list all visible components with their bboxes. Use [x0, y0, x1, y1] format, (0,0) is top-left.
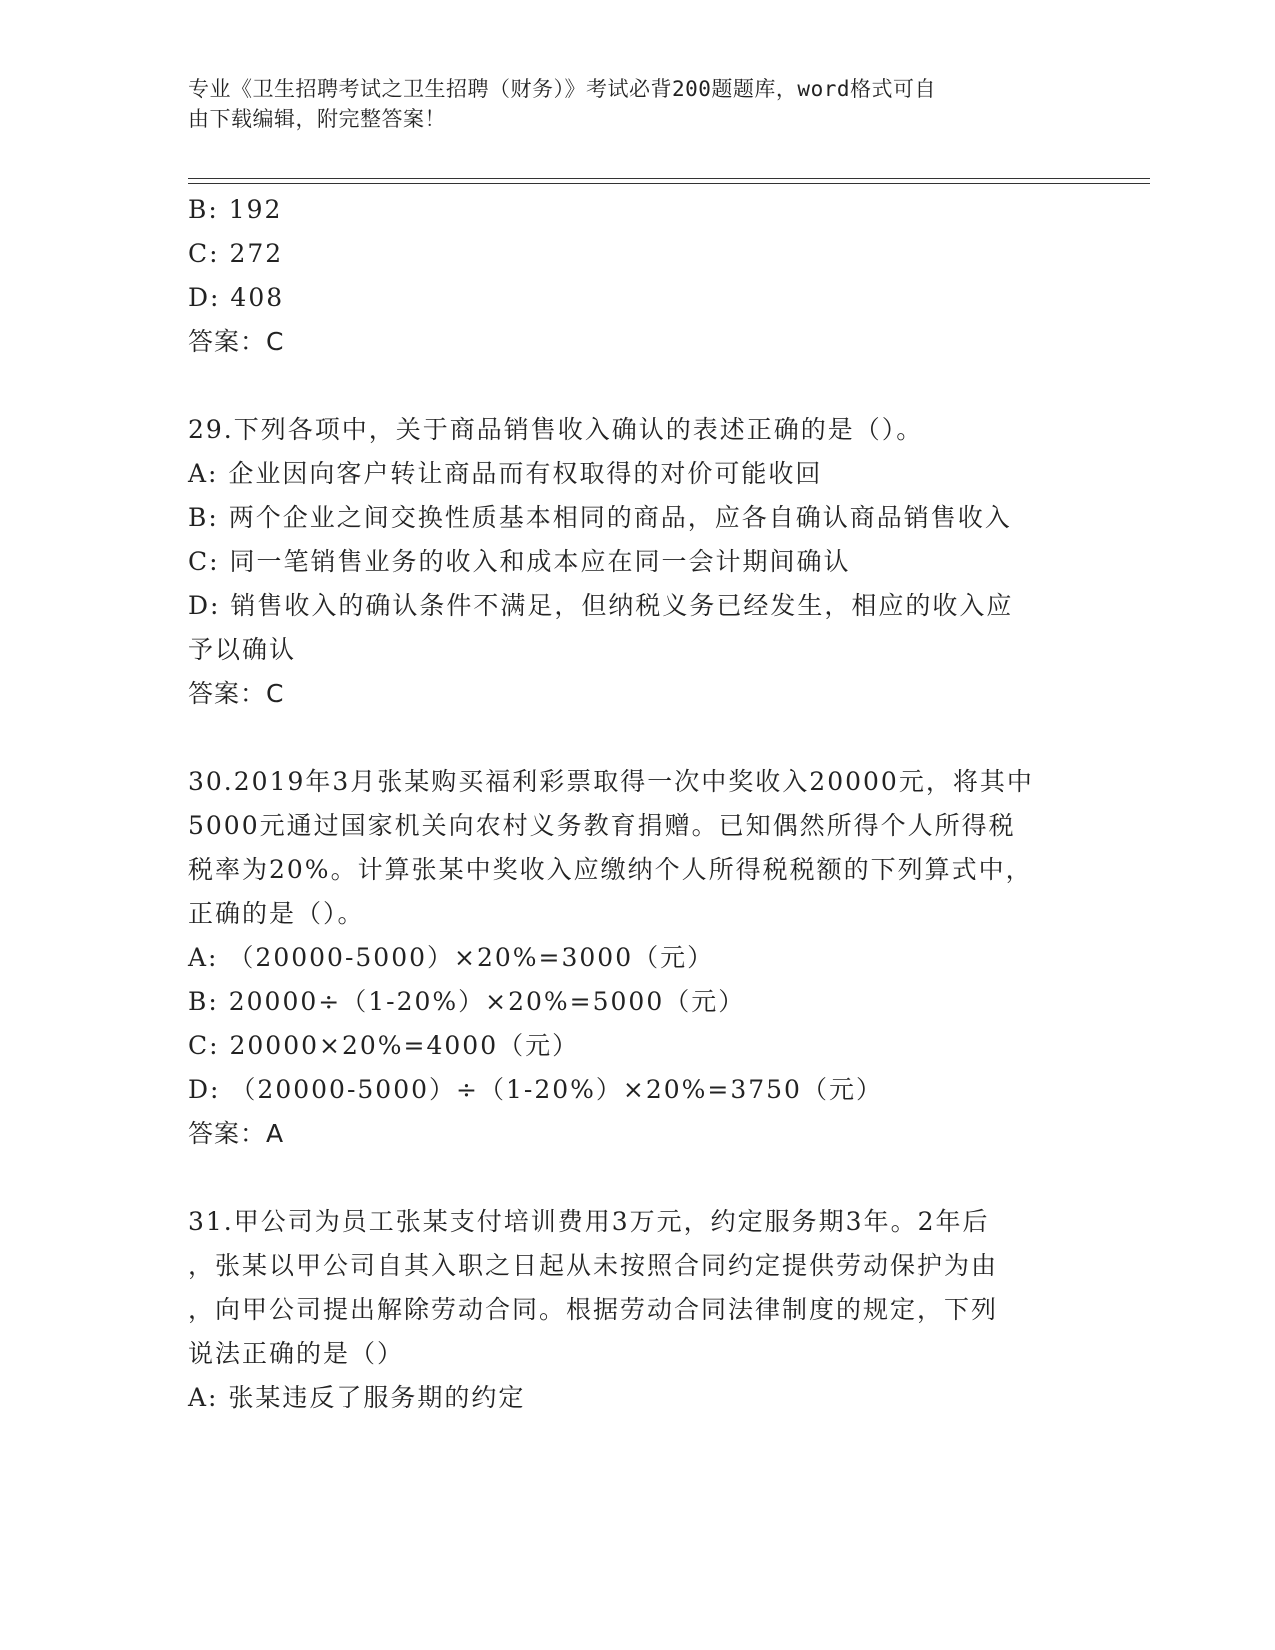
header-rule-top: [188, 178, 1150, 179]
q30-option-d: D: （20000-5000）÷（1-20%）×20%=3750（元）: [188, 1075, 883, 1104]
q30-stem-line-1: 30.2019年3月张某购买福利彩票取得一次中奖收入20000元，将其中: [188, 767, 1034, 796]
q29-option-b: B: 两个企业之间交换性质基本相同的商品，应各自确认商品销售收入: [188, 503, 1012, 532]
header-line-1: 专业《卫生招聘考试之卫生招聘（财务）》考试必背200题题库，word格式可自: [188, 77, 936, 101]
q29-option-d: D: 销售收入的确认条件不满足，但纳税义务已经发生，相应的收入应: [188, 591, 1014, 620]
q29-option-c: C: 同一笔销售业务的收入和成本应在同一会计期间确认: [188, 547, 851, 576]
q28-option-d: D: 408: [188, 283, 285, 312]
q29-option-a: A: 企业因向客户转让商品而有权取得的对价可能收回: [188, 459, 823, 488]
q31-stem-line-2: ，张某以甲公司自其入职之日起从未按照合同约定提供劳动保护为由: [188, 1251, 999, 1280]
document-header: [188, 74, 1068, 134]
q30-option-c: C: 20000×20%=4000（元）: [188, 1031, 580, 1060]
q29-answer: 答案：C: [188, 679, 285, 708]
q30-option-a: A: （20000-5000）×20%=3000（元）: [188, 943, 715, 972]
q30-stem-line-3: 税率为20%。计算张某中奖收入应缴纳个人所得税税额的下列算式中，: [188, 855, 1033, 884]
header-rule-bottom: [188, 183, 1150, 184]
q30-answer: 答案：A: [188, 1119, 285, 1148]
q30-stem-line-2: 5000元通过国家机关向农村义务教育捐赠。已知偶然所得个人所得税: [188, 811, 1016, 840]
header-line-2: 由下载编辑，附完整答案！: [188, 107, 446, 131]
q30-stem-line-4: 正确的是（）。: [188, 899, 365, 928]
q29-stem: 29.下列各项中，关于商品销售收入确认的表述正确的是（）。: [188, 415, 924, 444]
q30-option-b: B: 20000÷（1-20%）×20%=5000（元）: [188, 987, 746, 1016]
q31-option-a: A: 张某违反了服务期的约定: [188, 1383, 526, 1412]
q31-stem-line-3: ，向甲公司提出解除劳动合同。根据劳动合同法律制度的规定，下列: [188, 1295, 999, 1324]
q28-option-b: B: 192: [188, 195, 283, 224]
q31-stem-line-4: 说法正确的是（）: [188, 1339, 405, 1368]
q28-answer: 答案：C: [188, 327, 285, 356]
q28-option-c: C: 272: [188, 239, 284, 268]
q29-option-d-continued: 予以确认: [188, 635, 297, 664]
q31-stem-line-1: 31.甲公司为员工张某支付培训费用3万元，约定服务期3年。2年后: [188, 1207, 990, 1236]
